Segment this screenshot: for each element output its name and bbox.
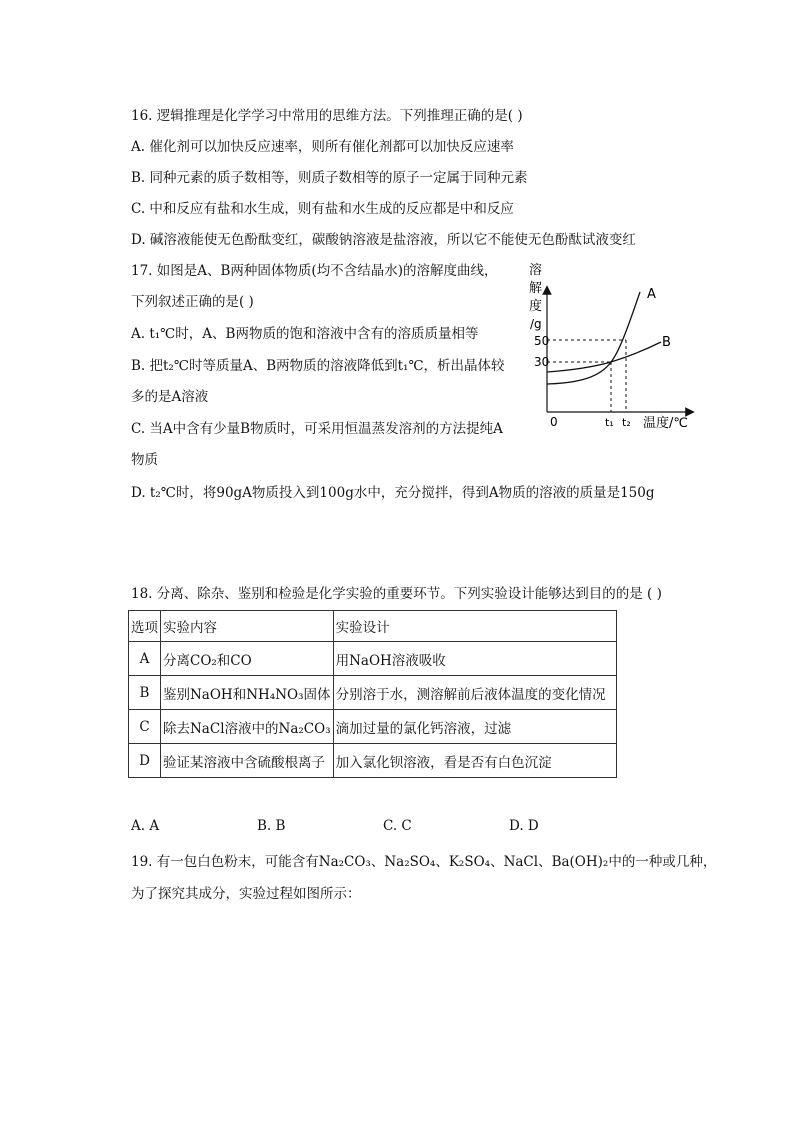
q16-option-b: B. 同种元素的质子数相等，则质子数相等的原子一定属于同种元素 <box>131 170 528 186</box>
table-row <box>129 744 617 778</box>
q17-option-b-cont: 多的是A溶液 <box>131 389 209 405</box>
row-design: 用NaOH溶液吸收 <box>333 642 616 676</box>
table-header-row <box>129 611 617 642</box>
row-option: D <box>129 744 161 778</box>
q17-option-b: B. 把t₂℃时等质量A、B两物质的溶液降低到t₁℃，析出晶体较 <box>131 358 505 374</box>
q18-option-b: B. B <box>257 818 286 834</box>
experiment-table <box>128 610 617 778</box>
x-tick-t1: t₁ <box>605 416 614 429</box>
row-design: 滴加过量的氯化钙溶液，过滤 <box>333 710 616 744</box>
ylabel-char-0: 溶 <box>529 263 543 278</box>
solubility-graph <box>505 250 705 430</box>
row-option: A <box>129 642 161 676</box>
row-content: 分离CO₂和CO <box>161 642 334 676</box>
row-content: 鉴别NaOH和NH₄NO₃固体 <box>161 676 334 710</box>
row-content: 验证某溶液中含硫酸根离子 <box>161 744 334 778</box>
q17-option-c-cont: 物质 <box>131 452 158 468</box>
table-row <box>129 710 617 744</box>
q19-stem: 19. 有一包白色粉末，可能含有Na₂CO₃、Na₂SO₄、K₂SO₄、NaCl、Ba(OH)₂中的一种或几种， <box>131 854 717 870</box>
q18-option-d: D. D <box>509 818 539 834</box>
row-design: 分别溶于水，测溶解前后液体温度的变化情况 <box>333 676 616 710</box>
row-content: 除去NaCl溶液中的Na₂CO₃ <box>161 710 334 744</box>
x-axis-label: 温度/℃ <box>643 416 688 430</box>
curve-B <box>547 342 661 372</box>
header-design: 实验设计 <box>333 611 616 642</box>
q16-option-c: C. 中和反应有盐和水生成，则有盐和水生成的反应都是中和反应 <box>131 201 514 217</box>
y-tick-30: 30 <box>534 355 550 369</box>
row-option: C <box>129 710 161 744</box>
x-tick-t2: t₂ <box>622 416 631 429</box>
ylabel-char-2: 度 <box>529 299 543 314</box>
q18-option-a: A. A <box>131 818 160 834</box>
q17-option-d: D. t₂℃时，将90gA物质投入到100g水中，充分搅拌，得到A物质的溶液的质量是150g <box>131 485 655 501</box>
q17-stem-cont: 下列叙述正确的是( ) <box>131 294 254 310</box>
row-design: 加入氯化钡溶液，看是否有白色沉淀 <box>333 744 616 778</box>
q19-stem-cont: 为了探究其成分，实验过程如图所示： <box>131 886 361 902</box>
series-label-A: A <box>647 287 656 302</box>
q17-option-c: C. 当A中含有少量B物质时，可采用恒温蒸发溶剂的方法提纯A <box>131 421 503 437</box>
q16-stem: 16. 逻辑推理是化学学习中常用的思维方法。下列推理正确的是( ) <box>131 108 523 124</box>
table-row <box>129 676 617 710</box>
y-tick-50: 50 <box>534 334 550 348</box>
ylabel-char-3: /g <box>530 317 542 331</box>
row-option: B <box>129 676 161 710</box>
table-row <box>129 642 617 676</box>
q18-option-c: C. C <box>383 818 412 834</box>
q18-options <box>131 818 631 834</box>
q17-stem: 17. 如图是A、B两种固体物质(均不含结晶水)的溶解度曲线， <box>131 263 498 279</box>
header-content: 实验内容 <box>161 611 334 642</box>
q16-option-d: D. 碱溶液能使无色酚酞变红，碳酸钠溶液是盐溶液，所以它不能使无色酚酞试液变红 <box>131 232 636 248</box>
origin-label: 0 <box>550 415 558 429</box>
q16-option-a: A. 催化剂可以加快反应速率，则所有催化剂都可以加快反应速率 <box>131 139 514 155</box>
q17-option-a: A. t₁℃时，A、B两物质的饱和溶液中含有的溶质质量相等 <box>131 326 479 342</box>
series-label-B: B <box>662 335 671 350</box>
header-option: 选项 <box>129 611 161 642</box>
ylabel-char-1: 解 <box>529 281 543 296</box>
q18-stem: 18. 分离、除杂、鉴别和检验是化学实验的重要环节。下列实验设计能够达到目的的是 ( ) <box>131 586 662 602</box>
